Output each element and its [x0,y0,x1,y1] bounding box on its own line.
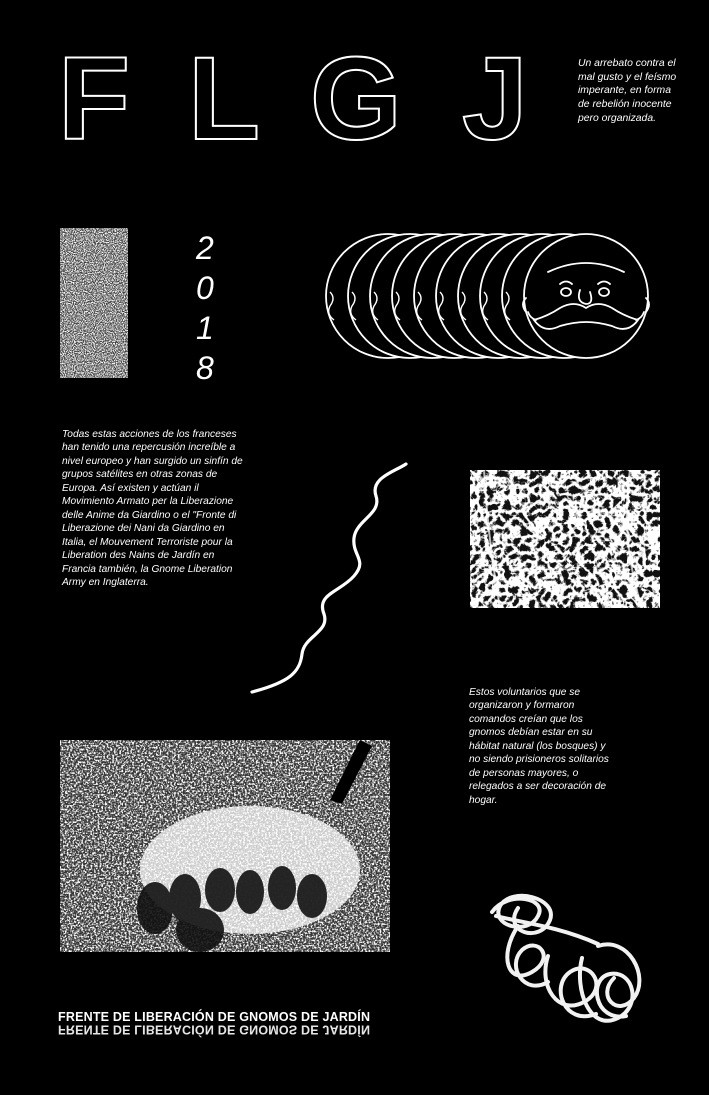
title-letter-j: J [462,33,528,165]
title-letter-g: G [310,33,402,165]
paragraph-1: Todas estas acciones de los franceses han tenido una repercusión increíble a nivel europeo y han surgido un sinfín de grupos satélites en otras zonas de Europa. Así existen y actúan il Movimiento Armato per la Liberazione delle Anime da Giardino o el "Fronte di Liberazione dei Nani da Giardino en Italia, el Mouvement Terroriste pour la Liberation des Nains de Jardín en Francia también, la Gnome Liberation Army en Inglaterra. [62,429,243,588]
year-digit-4: 8 [196,350,214,386]
scribble-icon [478,886,658,1056]
gnome-face-icon [322,228,652,364]
texture-photo-1 [470,470,660,608]
title-letter-f: F [58,33,131,165]
year-digit-3: 1 [196,310,214,346]
year-digit-2: 0 [196,270,214,306]
texture-block [60,228,128,378]
gnome-group-photo [60,740,390,952]
squiggle-line-icon [244,456,414,702]
footer-text-1: FRENTE DE LIBERACIÓN DE GNOMOS DE JARDÍN [58,1010,371,1024]
tagline: Un arrebato contra el mal gusto y el feísmo imperante, en forma de rebelión inocente pero organizada. [578,58,677,124]
footer-text-2: FRENTE DE LIBERACIÓN DE GNOMOS DE JARDÍN [58,1022,371,1037]
year-digit-1: 2 [196,230,214,266]
title-letter-l: L [188,33,261,165]
paragraph-2: Estos voluntarios que se organizaron y formaron comandos creían que los gnomos debían estar en su hábitat natural (los bosques) y no siendo prisioneros solitarios de personas mayores, o relegados a ser decoración de hogar. [469,687,609,806]
